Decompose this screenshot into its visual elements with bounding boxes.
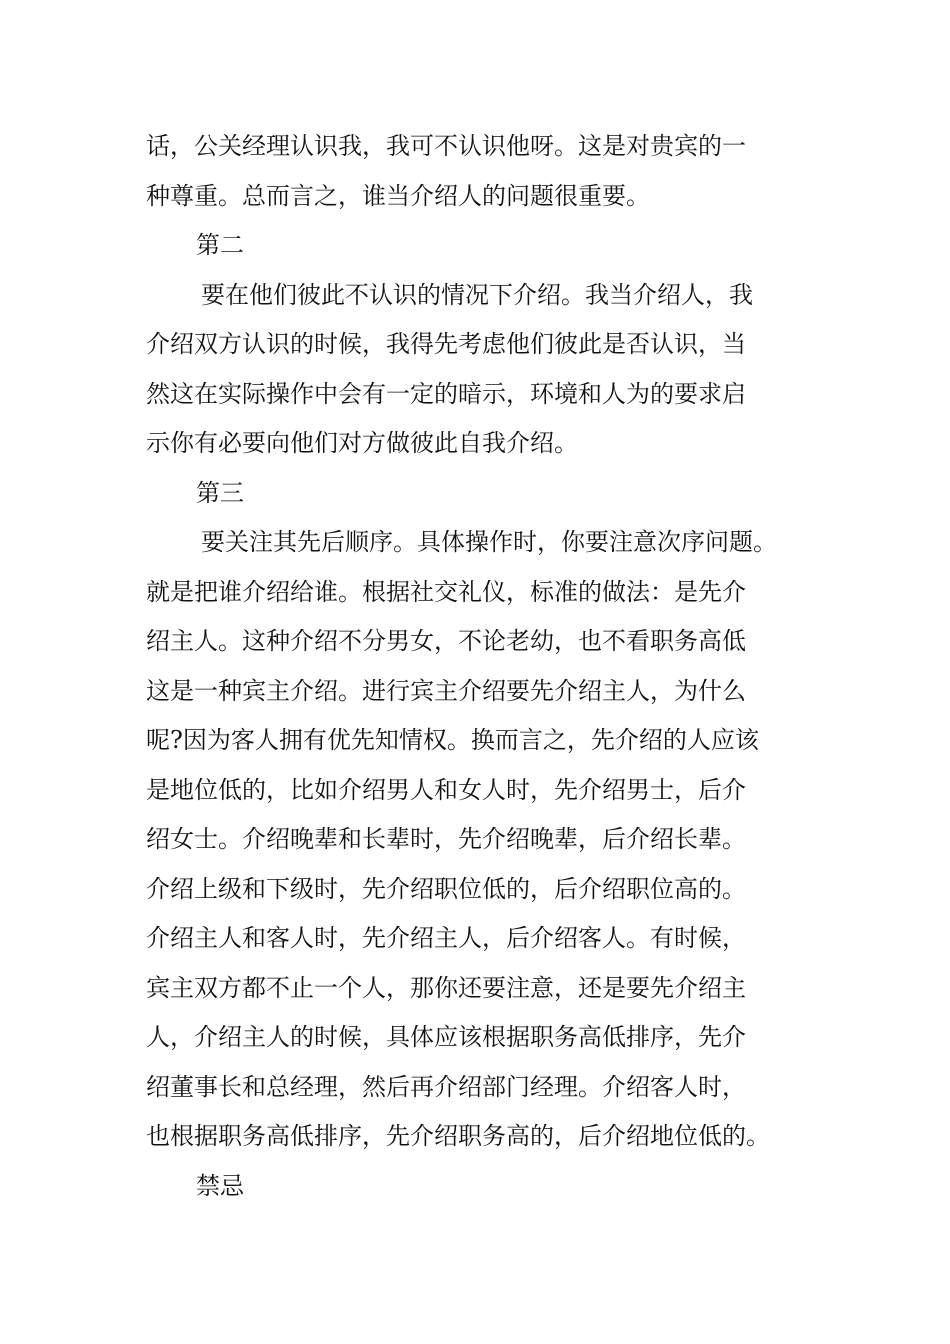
text-line: 呢?因为客人拥有优先知情权。换而言之，先介绍的人应该	[146, 726, 759, 754]
section-heading: 第二	[196, 231, 244, 259]
text-line: 宾主双方都不止一个人，那你还要注意，还是要先介绍主	[146, 973, 746, 1002]
text-line: 然这在实际操作中会有一定的暗示，环境和人为的要求启	[146, 379, 746, 408]
text-line: 绍董事长和总经理，然后再介绍部门经理。介绍客人时，	[146, 1072, 746, 1101]
text-line: 人，介绍主人的时候，具体应该根据职务高低排序，先介	[146, 1023, 746, 1051]
section-heading: 禁忌	[196, 1171, 244, 1200]
text-line: 要关注其先后顺序。具体操作时，你要注意次序问题。	[201, 528, 777, 556]
text-line: 介绍上级和下级时，先介绍职位低的，后介绍职位高的。	[146, 874, 746, 903]
text-line: 介绍双方认识的时候，我得先考虑他们彼此是否认识，当	[146, 330, 746, 358]
text-line: 绍女士。介绍晚辈和长辈时，先介绍晚辈，后介绍长辈。	[146, 825, 746, 853]
text-line: 就是把谁介绍给谁。根据社交礼仪，标准的做法：是先介	[146, 577, 746, 606]
section-heading: 第三	[196, 478, 244, 507]
text-line: 示你有必要向他们对方做彼此自我介绍。	[146, 429, 578, 457]
document-body	[146, 122, 826, 1211]
text-line: 种尊重。总而言之，谁当介绍人的问题很重要。	[146, 181, 650, 210]
text-line: 是地位低的，比如介绍男人和女人时，先介绍男士，后介	[146, 775, 746, 804]
text-line: 介绍主人和客人时，先介绍主人，后介绍客人。有时候，	[146, 924, 746, 952]
text-line: 这是一种宾主介绍。进行宾主介绍要先介绍主人，为什么	[146, 676, 746, 705]
text-line: 也根据职务高低排序，先介绍职务高的，后介绍地位低的。	[146, 1122, 770, 1150]
text-line: 话，公关经理认识我，我可不认识他呀。这是对贵宾的一	[146, 132, 746, 160]
text-line: 要在他们彼此不认识的情况下介绍。我当介绍人，我	[201, 280, 753, 309]
text-line: 绍主人。这种介绍不分男女，不论老幼，也不看职务高低	[146, 627, 746, 655]
